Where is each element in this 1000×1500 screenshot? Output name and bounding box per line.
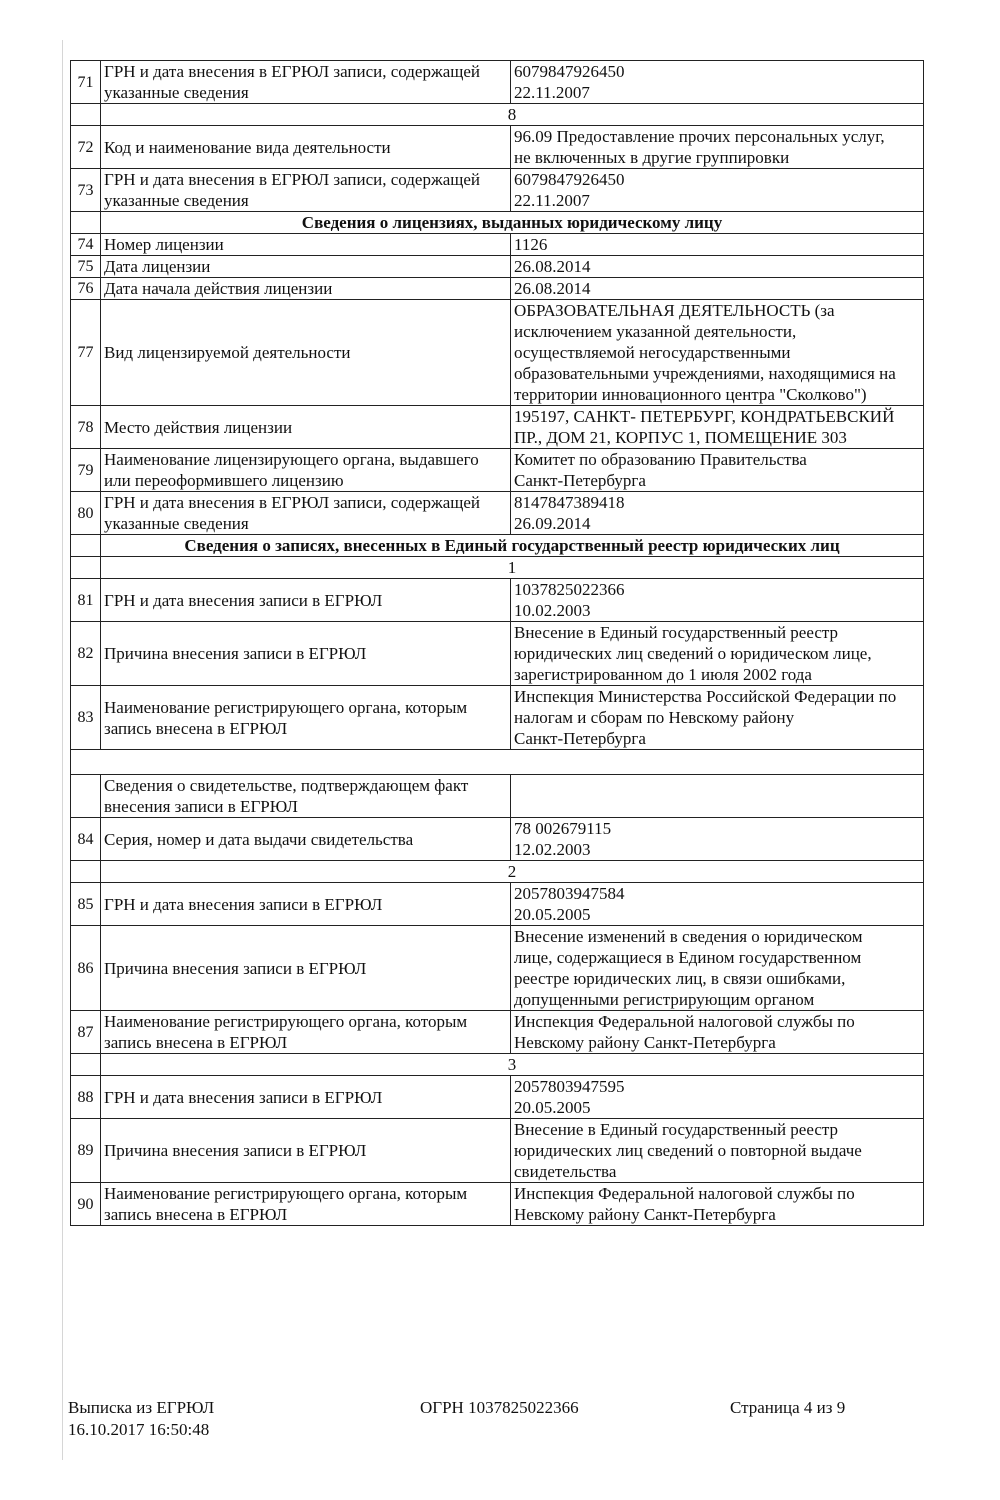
table-row <box>71 1076 924 1119</box>
table-row <box>71 579 924 622</box>
row-number: 90 <box>71 1183 101 1226</box>
row-value: Инспекция Федеральной налоговой службы по Невскому району Санкт-Петербурга <box>511 1183 924 1226</box>
row-label: Причина внесения записи в ЕГРЮЛ <box>101 622 511 686</box>
row-value: 195197, САНКТ- ПЕТЕРБУРГ, КОНДРАТЬЕВСКИЙ ПР., ДОМ 21, КОРПУС 1, ПОМЕЩЕНИЕ 303 <box>511 406 924 449</box>
row-label: ГРН и дата внесения записи в ЕГРЮЛ <box>101 883 511 926</box>
row-number: 77 <box>71 300 101 406</box>
table-row <box>71 926 924 1011</box>
subgroup-number: 8 <box>101 104 924 126</box>
row-number: 72 <box>71 126 101 169</box>
row-number: 89 <box>71 1119 101 1183</box>
row-label: ГРН и дата внесения в ЕГРЮЛ записи, содержащей указанные сведения <box>101 492 511 535</box>
row-value: 6079847926450 22.11.2007 <box>511 61 924 104</box>
row-label: Наименование регистрирующего органа, которым запись внесена в ЕГРЮЛ <box>101 1011 511 1054</box>
row-number: 75 <box>71 256 101 278</box>
row-number: 74 <box>71 234 101 256</box>
subgroup-row <box>71 104 924 126</box>
table-row <box>71 622 924 686</box>
row-label: Место действия лицензии <box>101 406 511 449</box>
row-number <box>71 861 101 883</box>
table-row <box>71 1183 924 1226</box>
row-value: Внесение в Единый государственный реестр юридических лиц сведений о повторной выдаче свидетельства <box>511 1119 924 1183</box>
spacer-row <box>71 750 924 775</box>
row-number <box>71 1054 101 1076</box>
row-label: Дата начала действия лицензии <box>101 278 511 300</box>
row-label: Сведения о свидетельстве, подтверждающем факт внесения записи в ЕГРЮЛ <box>101 775 511 818</box>
row-number: 76 <box>71 278 101 300</box>
row-number: 83 <box>71 686 101 750</box>
row-value: 8147847389418 26.09.2014 <box>511 492 924 535</box>
row-label: Номер лицензии <box>101 234 511 256</box>
section-header-row <box>71 535 924 557</box>
row-value: Комитет по образованию Правительства Санкт-Петербурга <box>511 449 924 492</box>
row-value: 6079847926450 22.11.2007 <box>511 169 924 212</box>
row-number: 71 <box>71 61 101 104</box>
row-value: Инспекция Федеральной налоговой службы по Невскому району Санкт-Петербурга <box>511 1011 924 1054</box>
row-number: 87 <box>71 1011 101 1054</box>
row-number <box>71 557 101 579</box>
footer-ogrn: ОГРН 1037825022366 <box>420 1398 579 1417</box>
row-label: Причина внесения записи в ЕГРЮЛ <box>101 1119 511 1183</box>
page-edge-line <box>62 40 63 1460</box>
row-number: 85 <box>71 883 101 926</box>
subgroup-row <box>71 861 924 883</box>
row-number <box>71 775 101 818</box>
row-label: Код и наименование вида деятельности <box>101 126 511 169</box>
row-label: Серия, номер и дата выдачи свидетельства <box>101 818 511 861</box>
table-row <box>71 1119 924 1183</box>
row-number: 81 <box>71 579 101 622</box>
row-number: 79 <box>71 449 101 492</box>
table-row <box>71 300 924 406</box>
egrul-extract-table <box>70 60 924 1226</box>
row-number <box>71 212 101 234</box>
footer-document-info: Выписка из ЕГРЮЛ 16.10.2017 16:50:48 <box>68 1398 215 1439</box>
table-row <box>71 256 924 278</box>
table-row <box>71 61 924 104</box>
row-label: ГРН и дата внесения записи в ЕГРЮЛ <box>101 579 511 622</box>
row-label: Причина внесения записи в ЕГРЮЛ <box>101 926 511 1011</box>
row-label: Вид лицензируемой деятельности <box>101 300 511 406</box>
table-row <box>71 406 924 449</box>
table-row <box>71 278 924 300</box>
row-label: ГРН и дата внесения в ЕГРЮЛ записи, содержащей указанные сведения <box>101 61 511 104</box>
row-number <box>71 104 101 126</box>
table-row <box>71 234 924 256</box>
row-label: Дата лицензии <box>101 256 511 278</box>
row-value: Инспекция Министерства Российской Федерации по налогам и сборам по Невскому району Санкт-Петербурга <box>511 686 924 750</box>
row-value: 2057803947584 20.05.2005 <box>511 883 924 926</box>
row-number: 88 <box>71 1076 101 1119</box>
row-label: ГРН и дата внесения в ЕГРЮЛ записи, содержащей указанные сведения <box>101 169 511 212</box>
row-value: ОБРАЗОВАТЕЛЬНАЯ ДЕЯТЕЛЬНОСТЬ (за исключением указанной деятельности, осуществляемой негосударственными образовательными учреждениями, находящимися на территории инновационного центра "Сколково") <box>511 300 924 406</box>
row-number: 73 <box>71 169 101 212</box>
table-row <box>71 1011 924 1054</box>
row-value: 26.08.2014 <box>511 256 924 278</box>
table-row <box>71 686 924 750</box>
row-value: 1126 <box>511 234 924 256</box>
table-row <box>71 818 924 861</box>
row-value: 2057803947595 20.05.2005 <box>511 1076 924 1119</box>
row-number: 80 <box>71 492 101 535</box>
table-row <box>71 492 924 535</box>
footer-page-number: Страница 4 из 9 <box>730 1398 846 1417</box>
row-value <box>511 775 924 818</box>
section-header-row <box>71 212 924 234</box>
subgroup-number: 3 <box>101 1054 924 1076</box>
row-value: 96.09 Предоставление прочих персональных услуг, не включенных в другие группировки <box>511 126 924 169</box>
subgroup-row <box>71 1054 924 1076</box>
subgroup-row <box>71 557 924 579</box>
subgroup-number: 1 <box>101 557 924 579</box>
row-number <box>71 535 101 557</box>
table-row <box>71 775 924 818</box>
table-row <box>71 449 924 492</box>
section-title: Сведения о лицензиях, выданных юридическому лицу <box>101 212 924 234</box>
table-row <box>71 883 924 926</box>
section-title: Сведения о записях, внесенных в Единый государственный реестр юридических лиц <box>101 535 924 557</box>
subgroup-number: 2 <box>101 861 924 883</box>
row-label: Наименование регистрирующего органа, которым запись внесена в ЕГРЮЛ <box>101 1183 511 1226</box>
row-value: Внесение изменений в сведения о юридическом лице, содержащиеся в Едином государственном реестре юридических лиц, в связи ошибками, допущенными регистрирующим органом <box>511 926 924 1011</box>
row-number: 78 <box>71 406 101 449</box>
row-label: ГРН и дата внесения записи в ЕГРЮЛ <box>101 1076 511 1119</box>
spacer-cell <box>71 750 924 775</box>
row-number: 82 <box>71 622 101 686</box>
row-value: Внесение в Единый государственный реестр юридических лиц сведений о юридическом лице, зарегистрированном до 1 июля 2002 года <box>511 622 924 686</box>
row-number: 84 <box>71 818 101 861</box>
table-row <box>71 169 924 212</box>
row-value: 78 002679115 12.02.2003 <box>511 818 924 861</box>
row-number: 86 <box>71 926 101 1011</box>
table-row <box>71 126 924 169</box>
row-label: Наименование лицензирующего органа, выдавшего или переоформившего лицензию <box>101 449 511 492</box>
row-value: 26.08.2014 <box>511 278 924 300</box>
row-value: 1037825022366 10.02.2003 <box>511 579 924 622</box>
row-label: Наименование регистрирующего органа, которым запись внесена в ЕГРЮЛ <box>101 686 511 750</box>
